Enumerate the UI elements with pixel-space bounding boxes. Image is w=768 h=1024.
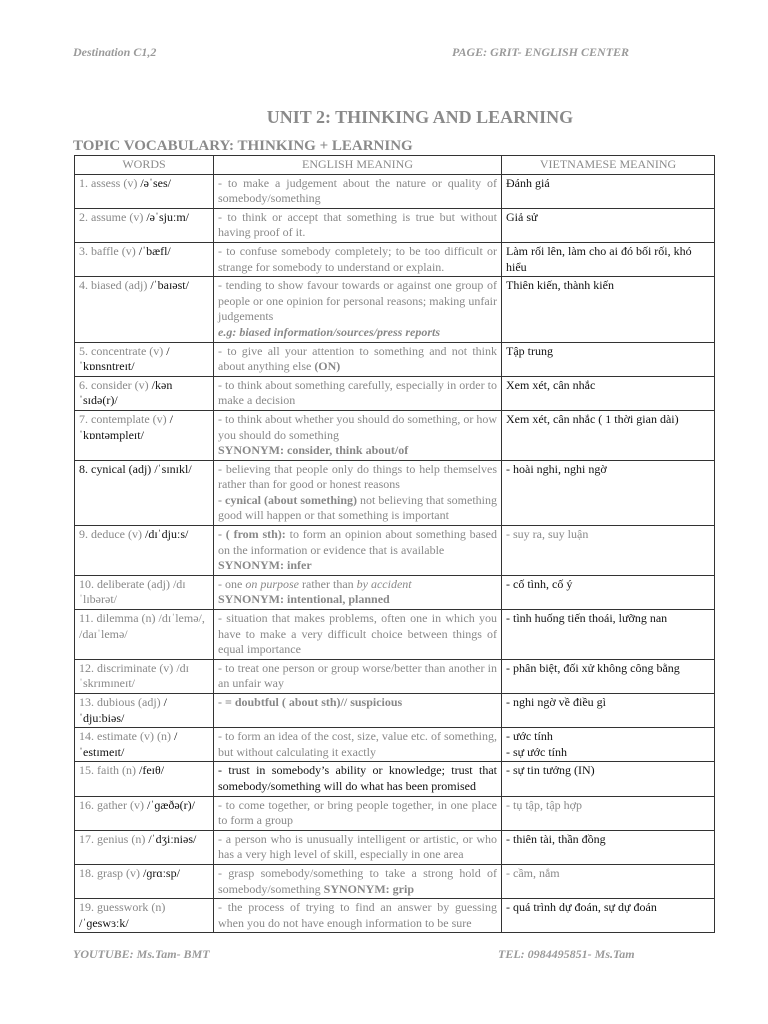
preposition-note: (ON) [314, 359, 341, 374]
meaning-text: - to think about whether you should do something, or how you should do something [218, 411, 497, 442]
ipa: /dɪˈlɪbərət/ [79, 576, 186, 607]
word: 13. dubious (adj) [79, 695, 164, 709]
ipa: /dɪˈskrɪmɪneɪt/ [79, 660, 189, 691]
word-cell [75, 694, 214, 728]
ipa: /ˈɡeswɜːk/ [79, 915, 129, 930]
word: 14. estimate (v) (n) [79, 729, 174, 744]
synonym-text: SYNONYM: infer [218, 558, 312, 573]
ipa: /əˈses/ [140, 175, 171, 190]
table-header-row [75, 156, 715, 175]
meaning-italic-2: by accident [356, 576, 412, 591]
col-english: ENGLISH MEANING [214, 156, 502, 175]
english-meaning [214, 610, 502, 660]
english-meaning [214, 410, 502, 460]
table-row [75, 762, 715, 796]
example-text: e.g: biased information/sources/press reports [218, 324, 441, 339]
meaning-bold: - ( from sth): [218, 527, 286, 542]
word: 16. gather (v) [79, 797, 147, 812]
word: 3. baffle (v) [79, 243, 139, 258]
table-row [75, 796, 715, 830]
meaning-text: - situation that makes problems, often one in which you have to make a very difficult choice between things of equal importance [218, 611, 497, 657]
english-meaning [214, 762, 502, 796]
table-row [75, 694, 715, 728]
word-cell [75, 728, 214, 762]
word-cell [75, 174, 214, 208]
vietnamese-line-2: - sự ước tính [506, 744, 568, 759]
vietnamese-meaning: - thiên tài, thần đồng [502, 830, 715, 864]
word-cell [75, 864, 214, 898]
meaning-text: - a person who is unusually intelligent or artistic, or who has a very high level of skill, especially in one area [218, 831, 497, 862]
meaning-text: - to form an idea of the cost, size, value etc. of something, but without calculating it exactly [218, 729, 497, 759]
header-right: PAGE: GRIT- ENGLISH CENTER [452, 45, 630, 59]
ipa: /ˈkɒntəmpleɪt/ [79, 411, 173, 442]
footer-left: YOUTUBE: Ms.Tam- BMT [73, 947, 210, 961]
word-cell [75, 796, 214, 830]
meaning-text: - one [218, 576, 246, 591]
english-meaning [214, 575, 502, 609]
vietnamese-meaning: Làm rối lên, làm cho ai đó bối rối, khó hiểu [502, 242, 715, 276]
col-words: WORDS [75, 156, 214, 175]
page-title: UNIT 2: THINKING AND LEARNING [266, 107, 574, 127]
english-meaning [214, 460, 502, 525]
table-row [75, 864, 715, 898]
meaning-text: - = doubtful ( about sth)// suspicious [218, 695, 403, 709]
word: 10. deliberate (adj) [79, 576, 173, 591]
word-cell [75, 610, 214, 660]
word-cell [75, 575, 214, 609]
vietnamese-line-1: - ước tính [506, 729, 553, 744]
english-meaning [214, 694, 502, 728]
english-meaning [214, 659, 502, 693]
vietnamese-meaning: - phân biệt, đối xử không công bằng [502, 659, 715, 693]
meaning-text: - to make a judgement about the nature or quality of somebody/something [218, 175, 497, 206]
vietnamese-meaning: - suy ra, suy luận [502, 526, 715, 576]
english-meaning [214, 277, 502, 342]
vietnamese-meaning: - nghi ngờ về điều gì [502, 694, 715, 728]
ipa: /feɪθ/ [138, 763, 165, 778]
english-meaning [214, 174, 502, 208]
table-row [75, 277, 715, 342]
word-cell [75, 762, 214, 796]
english-meaning [214, 208, 502, 242]
meaning-text: - believing that people only do things to help themselves rather than for good or honest reasons [218, 461, 497, 492]
ipa: /ˈsɪnɪkl/ [154, 461, 192, 476]
english-meaning [214, 864, 502, 898]
word-cell [75, 277, 214, 342]
ipa: /əˈsjuːm/ [146, 209, 189, 224]
ipa: /ˈdʒiːniəs/ [148, 831, 197, 846]
word-cell [75, 342, 214, 376]
ipa: /dɪˈlemə/, /daɪˈlemə/ [79, 611, 205, 641]
synonym-text: SYNONYM: intentional, planned [218, 592, 390, 607]
meaning-text: - to think about something carefully, especially in order to make a decision [218, 377, 497, 408]
vietnamese-meaning: - sự tin tưởng (IN) [502, 762, 715, 796]
word-cell [75, 242, 214, 276]
table-row [75, 342, 715, 376]
meaning-text: - trust in somebody’s ability or knowledge; trust that somebody/something will do what has been promised [218, 763, 497, 793]
table-row [75, 899, 715, 933]
meaning-text: - to treat one person or group worse/better than another in an unfair way [218, 660, 497, 691]
ipa: /ˈɡæðə(r)/ [146, 797, 195, 812]
vietnamese-meaning: - cầm, nắm [502, 864, 715, 898]
english-meaning [214, 526, 502, 576]
word-cell [75, 376, 214, 410]
word-cell [75, 830, 214, 864]
vietnamese-meaning: - hoài nghi, nghi ngờ [502, 460, 715, 525]
word: 8. cynical (adj) [79, 461, 155, 476]
word-cell [75, 659, 214, 693]
meaning-2-text: not believing that something good will happen or that something is important [218, 492, 498, 523]
meaning-italic-1: on purpose [245, 576, 299, 591]
word: 4. biased (adj) [79, 278, 151, 293]
word: 9. deduce (v) [79, 527, 145, 542]
vietnamese-meaning: - quá trình dự đoán, sự dự đoán [502, 899, 715, 933]
meaning-text: to form an opinion about something based on the information or evidence that is available [218, 527, 497, 557]
ipa: /ˈdjuːbiəs/ [79, 695, 167, 725]
table-row [75, 610, 715, 660]
vietnamese-meaning: - tụ tập, tập hợp [502, 796, 715, 830]
word: 7. contemplate (v) [79, 411, 170, 426]
word-cell [75, 460, 214, 525]
word: 5. concentrate (v) [79, 343, 167, 358]
table-row [75, 242, 715, 276]
word-cell [75, 899, 214, 933]
meaning-2-bold: - cynical (about something) [218, 492, 358, 507]
word: 15. faith (n) [79, 763, 139, 778]
word: 2. assume (v) [79, 209, 147, 224]
vietnamese-meaning: Tập trung [502, 342, 715, 376]
word: 6. consider (v) [79, 377, 152, 392]
table-row [75, 830, 715, 864]
meaning-text: - grasp somebody/something to take a strong hold of somebody/something [218, 865, 497, 896]
synonym-text: SYNONYM: grip [323, 881, 414, 896]
word: 17. genius (n) [79, 831, 149, 846]
ipa: /ˈbæfl/ [138, 243, 171, 258]
table-row [75, 728, 715, 762]
vietnamese-meaning [502, 728, 715, 762]
meaning-text: - to come together, or bring people together, in one place to form a group [218, 797, 497, 828]
vietnamese-meaning: Xem xét, cân nhắc ( 1 thời gian dài) [502, 410, 715, 460]
vietnamese-meaning: Đánh giá [502, 174, 715, 208]
table-row [75, 410, 715, 460]
col-vietnamese: VIETNAMESE MEANING [502, 156, 715, 175]
vocabulary-table [74, 155, 715, 933]
vietnamese-meaning: Giả sử [502, 208, 715, 242]
table-row [75, 174, 715, 208]
word: 19. guesswork (n) [79, 900, 166, 915]
ipa: /ˈbaɪəst/ [150, 278, 189, 293]
english-meaning [214, 342, 502, 376]
table-row [75, 376, 715, 410]
vietnamese-meaning: Thiên kiến, thành kiến [502, 277, 715, 342]
english-meaning [214, 242, 502, 276]
footer-right: TEL: 0984495851- Ms.Tam [498, 947, 635, 961]
meaning-text: - to think or accept that something is true but without having proof of it. [218, 209, 497, 240]
topic-heading: TOPIC VOCABULARY: THINKING + LEARNING [73, 138, 413, 154]
synonym-text: SYNONYM: consider, think about/of [218, 443, 409, 458]
meaning-text: - to confuse somebody completely; to be too difficult or strange for somebody to understand or explain. [218, 243, 497, 274]
vietnamese-meaning: - tình huống tiến thoái, lưỡng nan [502, 610, 715, 660]
word: 1. assess (v) [79, 175, 141, 190]
english-meaning [214, 899, 502, 933]
meaning-text: - the process of trying to find an answer by guessing when you do not have enough information to be sure [218, 900, 497, 930]
english-meaning [214, 728, 502, 762]
vietnamese-meaning: Xem xét, cân nhắc [502, 376, 715, 410]
table-row [75, 460, 715, 525]
table-row [75, 575, 715, 609]
vietnamese-meaning: - cố tình, cố ý [502, 575, 715, 609]
ipa: /ˈestɪmeɪt/ [79, 729, 178, 759]
english-meaning [214, 796, 502, 830]
meaning-mid: rather than [299, 576, 357, 591]
word-cell [75, 410, 214, 460]
table-row [75, 659, 715, 693]
word-cell [75, 526, 214, 576]
ipa: /kənˈsɪdə(r)/ [79, 377, 173, 408]
word-cell [75, 208, 214, 242]
table-row [75, 526, 715, 576]
table-row [75, 208, 715, 242]
header-left: Destination C1,2 [73, 45, 157, 59]
ipa: /ˈkɒnsntreɪt/ [79, 343, 170, 374]
ipa: /dɪˈdjuːs/ [144, 527, 189, 542]
ipa: /ɡrɑːsp/ [142, 865, 180, 880]
english-meaning [214, 830, 502, 864]
word: 12. discriminate (v) [79, 660, 177, 675]
meaning-text: - tending to show favour towards or against one group of people or one opinion for personal reasons; making unfair judgements [218, 278, 497, 324]
word: 18. grasp (v) [79, 865, 143, 880]
english-meaning [214, 376, 502, 410]
meaning-text: - to give all your attention to something and not think about anything else [218, 343, 497, 374]
word: 11. dilemma (n) [79, 611, 159, 626]
